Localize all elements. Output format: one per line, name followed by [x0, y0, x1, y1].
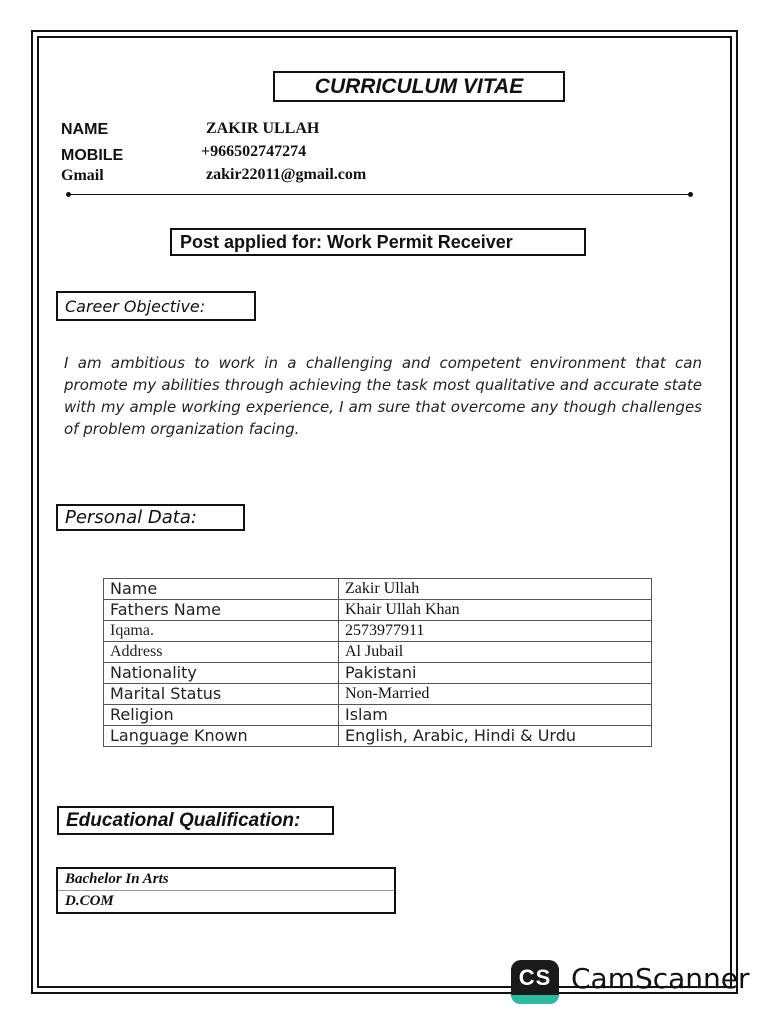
- table-value: 2573977911: [339, 621, 652, 642]
- table-row: [104, 705, 652, 726]
- table-row: [104, 600, 652, 621]
- table-key: Nationality: [104, 663, 339, 684]
- education-item: D.COM: [57, 891, 395, 914]
- education-item: Bachelor In Arts: [65, 871, 169, 887]
- education-table: [56, 867, 396, 914]
- table-value: Islam: [339, 705, 652, 726]
- table-key: Iqama.: [104, 621, 339, 642]
- table-value: English, Arabic, Hindi & Urdu: [339, 726, 652, 747]
- gmail-value: zakir22011@gmail.com: [206, 166, 367, 183]
- career-objective-heading: Career Objective:: [56, 291, 256, 321]
- camscanner-brand: CamScanner: [571, 962, 750, 995]
- table-row: [104, 642, 652, 663]
- table-row: [104, 726, 652, 747]
- table-row: [104, 621, 652, 642]
- name-label: NAME: [61, 121, 109, 138]
- mobile-value: +966502747274: [201, 143, 307, 160]
- career-objective-text: I am ambitious to work in a challenging and competent environment that can promote my abilities through achieving the task most qualitative and accurate state with my ample working experience, I am sure that overcome any though challenges of problem organization facing.: [64, 354, 702, 438]
- divider-line: [68, 194, 690, 195]
- mobile-label: MOBILE: [61, 147, 124, 164]
- personal-data-heading: Personal Data:: [56, 504, 245, 531]
- table-value: Khair Ullah Khan: [339, 600, 652, 621]
- table-key: Name: [104, 579, 339, 600]
- table-key: Religion: [104, 705, 339, 726]
- table-value: Pakistani: [339, 663, 652, 684]
- table-value: Non-Married: [339, 684, 652, 705]
- table-row: [104, 579, 652, 600]
- name-value: ZAKIR ULLAH: [206, 120, 320, 137]
- table-row: [104, 684, 652, 705]
- table-value: Al Jubail: [339, 642, 652, 663]
- table-row: [57, 868, 395, 891]
- table-key: Marital Status: [104, 684, 339, 705]
- education-heading: Educational Qualification:: [57, 806, 334, 835]
- table-key: Address: [104, 642, 339, 663]
- table-row: [57, 891, 395, 914]
- gmail-label: Gmail: [61, 167, 104, 184]
- divider-dot-left: [66, 192, 71, 197]
- table-key: Fathers Name: [104, 600, 339, 621]
- divider-dot-right: [688, 192, 693, 197]
- camscanner-logo: CS: [511, 960, 559, 1004]
- table-row: [104, 663, 652, 684]
- document-title: CURRICULUM VITAE: [273, 71, 565, 102]
- table-value: Zakir Ullah: [339, 579, 652, 600]
- table-key: Language Known: [104, 726, 339, 747]
- personal-data-table: [103, 578, 652, 747]
- post-applied-for: Post applied for: Work Permit Receiver: [170, 228, 586, 256]
